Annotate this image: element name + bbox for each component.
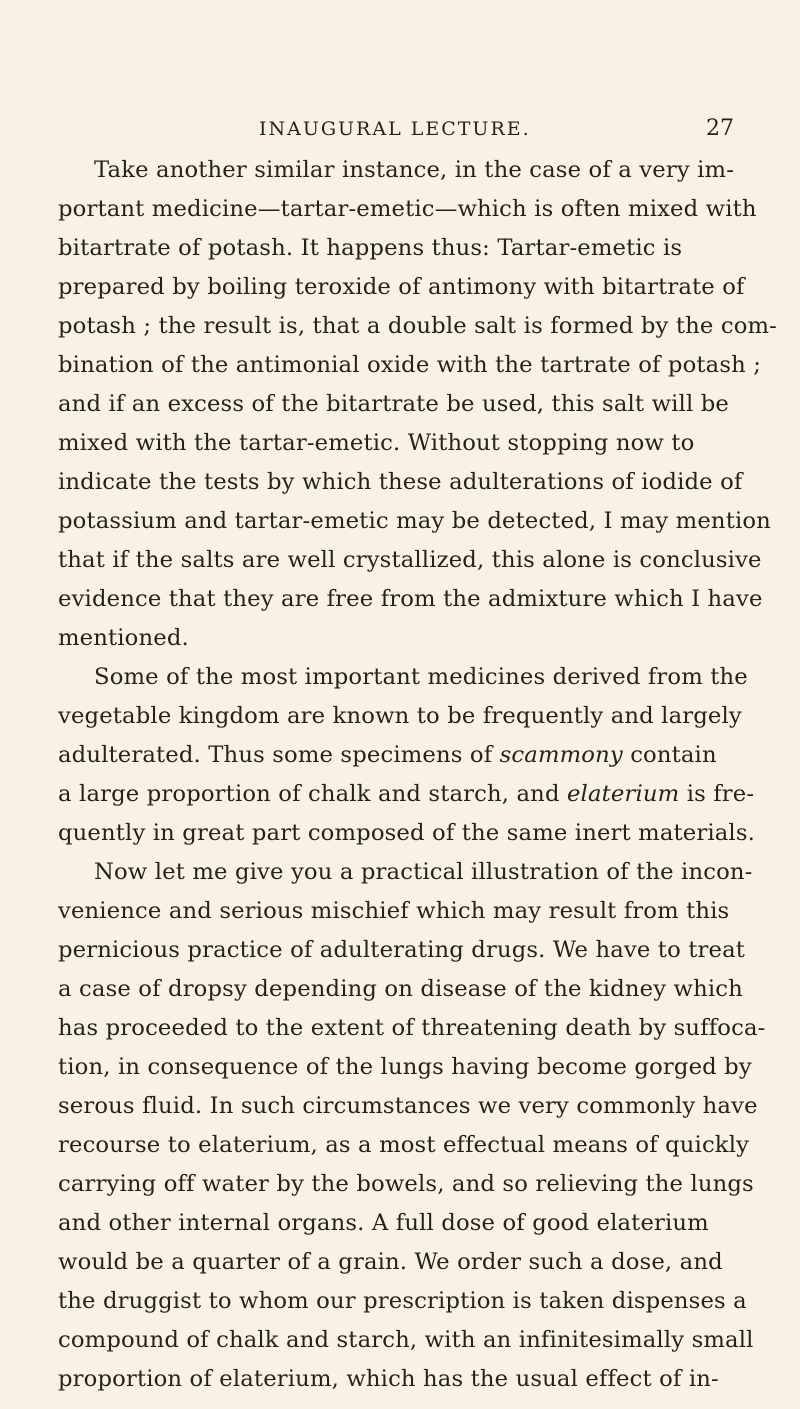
lecture-text: [58, 151, 777, 1399]
text-line: mentioned.: [58, 625, 189, 651]
elaterium-italic: elaterium: [566, 781, 680, 807]
text-line: vegetable kingdom are known to be frequently and largely: [58, 703, 742, 729]
text-line: bitartrate of potash. It happens thus: Tartar-emetic is: [58, 235, 683, 261]
text-line: compound of chalk and starch, with an infinitesimally small: [58, 1327, 754, 1353]
text-line: mixed with the tartar-emetic. Without stopping now to: [58, 430, 695, 456]
text-line: that if the salts are well crystallized, this alone is conclusive: [58, 547, 762, 573]
text-line: Some of the most important medicines derived from the: [94, 664, 748, 690]
text-line: has proceeded to the extent of threatening death by suffoca-: [58, 1015, 766, 1041]
text-line: carrying off water by the bowels, and so relieving the lungs: [58, 1171, 754, 1197]
text-line: serous fluid. In such circumstances we very commonly have: [58, 1093, 758, 1119]
running-head-title: INAUGURAL LECTURE.: [259, 118, 531, 140]
running-head: [0, 114, 800, 144]
text-line: potassium and tartar-emetic may be detected, I may mention: [58, 508, 771, 534]
text-segment: adulterated. Thus some specimens of: [58, 742, 500, 768]
text-line: Take another similar instance, in the case of a very im-: [94, 157, 735, 183]
text-line: tion, in consequence of the lungs having become gorged by: [58, 1054, 752, 1080]
text-line: a case of dropsy depending on disease of the kidney which: [58, 976, 743, 1002]
text-line: portant medicine—tartar-emetic—which is often mixed with: [58, 196, 757, 222]
text-line: [58, 736, 742, 775]
text-line: and if an excess of the bitartrate be used, this salt will be: [58, 391, 729, 417]
text-line: indicate the tests by which these adulterations of iodide of: [58, 469, 743, 495]
text-line: bination of the antimonial oxide with the tartrate of potash ;: [58, 352, 762, 378]
text-segment: a large proportion of chalk and starch, and: [58, 781, 567, 807]
text-line: recourse to elaterium, as a most effectual means of quickly: [58, 1132, 750, 1158]
text-line: proportion of elaterium, which has the usual effect of in-: [58, 1366, 719, 1392]
text-line: and other internal organs. A full dose of good elaterium: [58, 1210, 709, 1236]
text-segment: contain: [622, 742, 717, 768]
text-line: Now let me give you a practical illustration of the incon-: [94, 859, 753, 885]
text-line: prepared by boiling teroxide of antimony with bitartrate of: [58, 274, 745, 300]
scammony-italic: scammony: [499, 742, 623, 768]
text-line: venience and serious mischief which may result from this: [58, 898, 730, 924]
text-line: would be a quarter of a grain. We order such a dose, and: [58, 1249, 723, 1275]
text-line: [58, 775, 755, 814]
page-number: 27: [706, 116, 734, 141]
text-line: quently in great part composed of the same inert materials.: [58, 820, 755, 846]
text-line: evidence that they are free from the admixture which I have: [58, 586, 763, 612]
text-line: potash ; the result is, that a double salt is formed by the com-: [58, 313, 777, 339]
text-segment: is fre-: [679, 781, 755, 807]
text-line: pernicious practice of adulterating drugs. We have to treat: [58, 937, 746, 963]
text-line: the druggist to whom our prescription is taken dispenses a: [58, 1288, 747, 1314]
